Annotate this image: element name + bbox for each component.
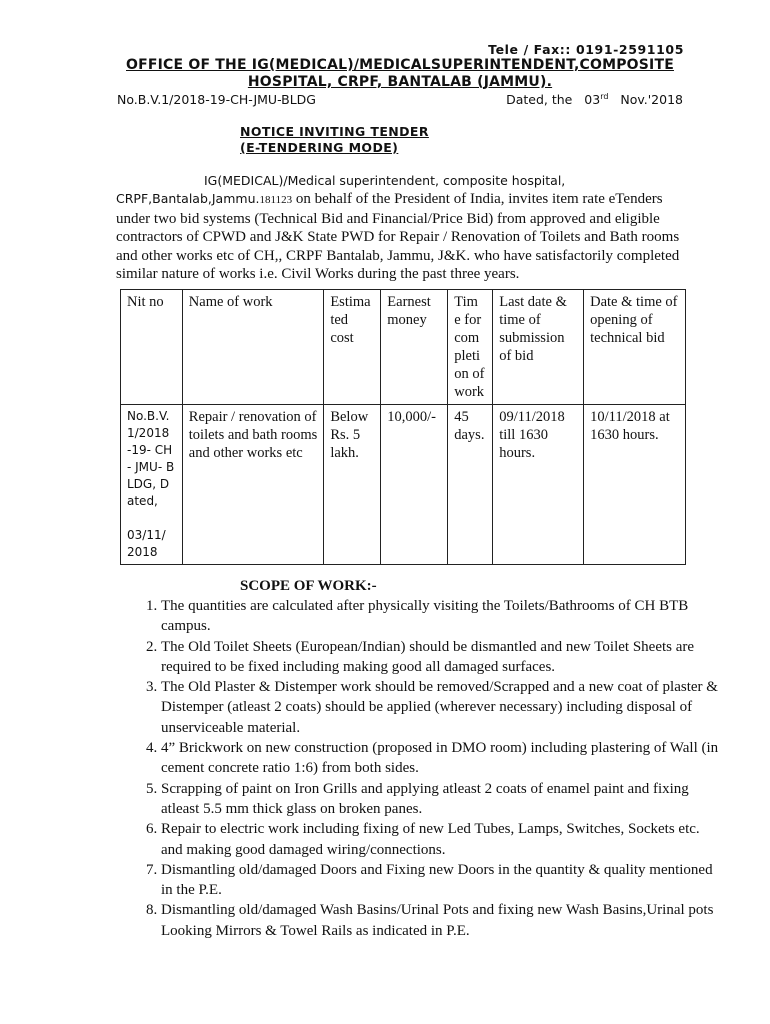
dated-suffix: rd [600, 92, 609, 101]
office-heading-line2: HOSPITAL, CRPF, BANTALAB (JAMMU). [247, 74, 553, 90]
intro-line1: IG(MEDICAL)/Medical superintendent, composite hospital, [204, 173, 566, 188]
dated-month-year: Nov.'2018 [620, 92, 683, 108]
header-time-for-completion: Tim e for com pleti on of work [448, 290, 493, 405]
header-last-date: Last date & time of submission of bid [493, 290, 584, 405]
header-name-of-work: Name of work [182, 290, 324, 405]
dated-line [506, 92, 683, 107]
intro-body: on behalf of the President of India, invites item rate eTenders under two bid systems (Technical Bid and Financial/Price Bid) from approved and eligible contractors of CPWD and J&K State PWD for Repair / Renovation of Toilets and Bath rooms and other works etc of CH,, CRPF Bantalab, Jammu, J&K. who have satisfactorily completed similar nature of works i.e. Civil Works during the past three years. [116, 191, 680, 283]
header-estimated-cost: Estima ted cost [324, 290, 381, 405]
tele-fax-number: Tele / Fax:: 0191-2591105 [488, 42, 684, 57]
intro-paragraph [116, 172, 686, 283]
cell-nit-date: 03/11/ 2018 [127, 528, 166, 559]
list-item: 1. The quantities are calculated after physically visiting the Toilets/Bathrooms of CH BTB campus. [161, 596, 721, 637]
office-heading [110, 57, 690, 91]
cell-opening-date: 10/11/2018 at 1630 hours. [584, 405, 686, 565]
table-header-row [121, 290, 686, 405]
table-row [121, 405, 686, 565]
list-item: 7. Dismantling old/damaged Doors and Fixing new Doors in the quantity & quality mentioned in the P.E. [161, 860, 721, 901]
list-item: 6. Repair to electric work including fixing of new Led Tubes, Lamps, Switches, Sockets etc. and making good damaged wiring/connections. [161, 819, 721, 860]
cell-nit-number: No.B.V. 1/2018 -19- CH- JMU- BLDG, Dated, [127, 409, 175, 508]
tender-table [120, 289, 686, 565]
dated-day: 03 [584, 92, 601, 108]
notice-title-line1: NOTICE INVITING TENDER [240, 124, 429, 139]
cell-estimated-cost: Below Rs. 5 lakh. [324, 405, 381, 565]
list-item: 5. Scrapping of paint on Iron Grills and applying atleast 2 coats of enamel paint and fixing atleast 5.5 mm thick glass on broken panes. [161, 779, 721, 820]
dated-label: Dated, the [506, 92, 573, 108]
cell-nit-no [121, 405, 183, 565]
cell-last-date: 09/11/2018 till 1630 hours. [493, 405, 584, 565]
cell-name-of-work: Repair / renovation of toilets and bath rooms and other works etc [182, 405, 324, 565]
intro-prefix: CRPF,Bantalab,Jammu. [116, 191, 260, 207]
notice-title [240, 124, 429, 156]
list-item: 4. 4” Brickwork on new construction (proposed in DMO room) including plastering of Wall (in cement concrete ratio 1:6) from both sides. [161, 738, 721, 779]
reference-number: No.B.V.1/2018-19-CH-JMU-BLDG [117, 92, 316, 107]
scope-title: SCOPE OF WORK:- [240, 578, 377, 594]
notice-title-line2: (E-TENDERING MODE) [240, 140, 399, 155]
cell-time-for-completion: 45 days. [448, 405, 493, 565]
cell-earnest-money: 10,000/- [381, 405, 448, 565]
list-item: 8. Dismantling old/damaged Wash Basins/Urinal Pots and fixing new Wash Basins,Urinal pots Looking Mirrors & Towel Rails as indicated in P.E. [161, 900, 721, 941]
header-opening-date: Date & time of opening of technical bid [584, 290, 686, 405]
office-heading-line1: OFFICE OF THE IG(MEDICAL)/MEDICALSUPERINTENDENT,COMPOSITE [126, 57, 674, 73]
header-nit-no: Nit no [121, 290, 183, 405]
intro-pin: 181123 [259, 194, 293, 207]
header-earnest-money: Earnest money [381, 290, 448, 405]
list-item: 2. The Old Toilet Sheets (European/Indian) should be dismantled and new Toilet Sheets are required to be fixed including making good all damaged surfaces. [161, 637, 721, 678]
list-item: 3. The Old Plaster & Distemper work should be removed/Scrapped and a new coat of plaster & Distemper (atleast 2 coats) should be applied (wherever necessary) including disposal of unserviceable material. [161, 677, 721, 738]
scope-list [116, 596, 721, 941]
